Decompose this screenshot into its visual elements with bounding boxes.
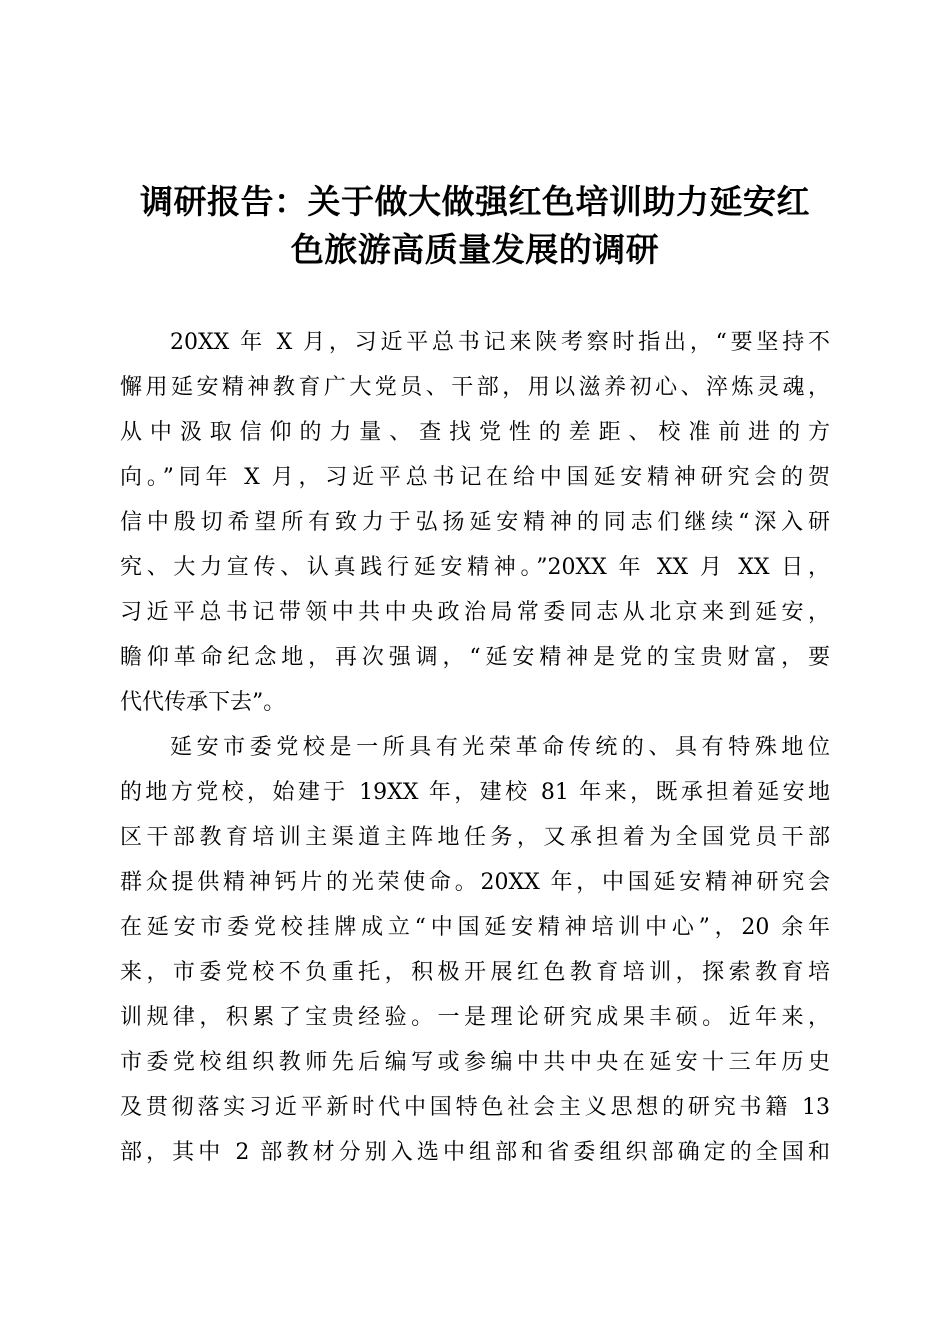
text-line: 瞻仰革命纪念地，再次强调，“延安精神是党的宝贵财富，要 <box>120 645 830 670</box>
text-line: 延安市委党校是一所具有光荣革命传统的、具有特殊地位 <box>170 735 830 760</box>
text-line: 部，其中 2 部教材分别入选中组部和省委组织部确定的全国和 <box>120 1140 830 1165</box>
text-line: 在延安市委党校挂牌成立“中国延安精神培训中心”，20 余年 <box>120 915 830 940</box>
text-line: 区干部教育培训主渠道主阵地任务，又承担着为全国党员干部 <box>120 825 830 850</box>
title-line: 色旅游高质量发展的调研 <box>290 230 660 269</box>
text-line: 及贯彻落实习近平新时代中国特色社会主义思想的研究书籍 13 <box>120 1095 830 1120</box>
paragraph <box>120 320 830 725</box>
text-line: 懈用延安精神教育广大党员、干部，用以滋养初心、淬炼灵魂， <box>120 375 830 400</box>
title-line: 调研报告：关于做大做强红色培训助力延安红 <box>140 182 810 221</box>
text-line: 习近平总书记带领中共中央政治局常委同志从北京来到延安， <box>120 600 830 625</box>
text-line: 市委党校组织教师先后编写或参编中共中央在延安十三年历史 <box>120 1050 830 1075</box>
document-body <box>120 320 830 1175</box>
text-line: 信中殷切希望所有致力于弘扬延安精神的同志们继续“深入研 <box>120 510 830 535</box>
document-title <box>110 178 840 274</box>
text-line: 究、大力宣传、认真践行延安精神。”20XX 年 XX 月 XX 日， <box>120 555 830 580</box>
text-line: 群众提供精神钙片的光荣使命。20XX 年，中国延安精神研究会 <box>120 870 830 895</box>
text-line: 向。”同年 X 月，习近平总书记在给中国延安精神研究会的贺 <box>120 465 830 490</box>
paragraph <box>120 725 830 1175</box>
text-line: 从中汲取信仰的力量、查找党性的差距、校准前进的方 <box>120 420 830 445</box>
text-line: 来，市委党校不负重托，积极开展红色教育培训，探索教育培 <box>120 960 830 985</box>
text-line: 代代传承下去”。 <box>120 690 286 715</box>
text-line: 的地方党校，始建于 19XX 年，建校 81 年来，既承担着延安地 <box>120 780 830 805</box>
text-line: 20XX 年 X 月，习近平总书记来陕考察时指出，“要坚持不 <box>170 330 830 355</box>
text-line: 训规律，积累了宝贵经验。一是理论研究成果丰硕。近年来， <box>120 1005 830 1030</box>
